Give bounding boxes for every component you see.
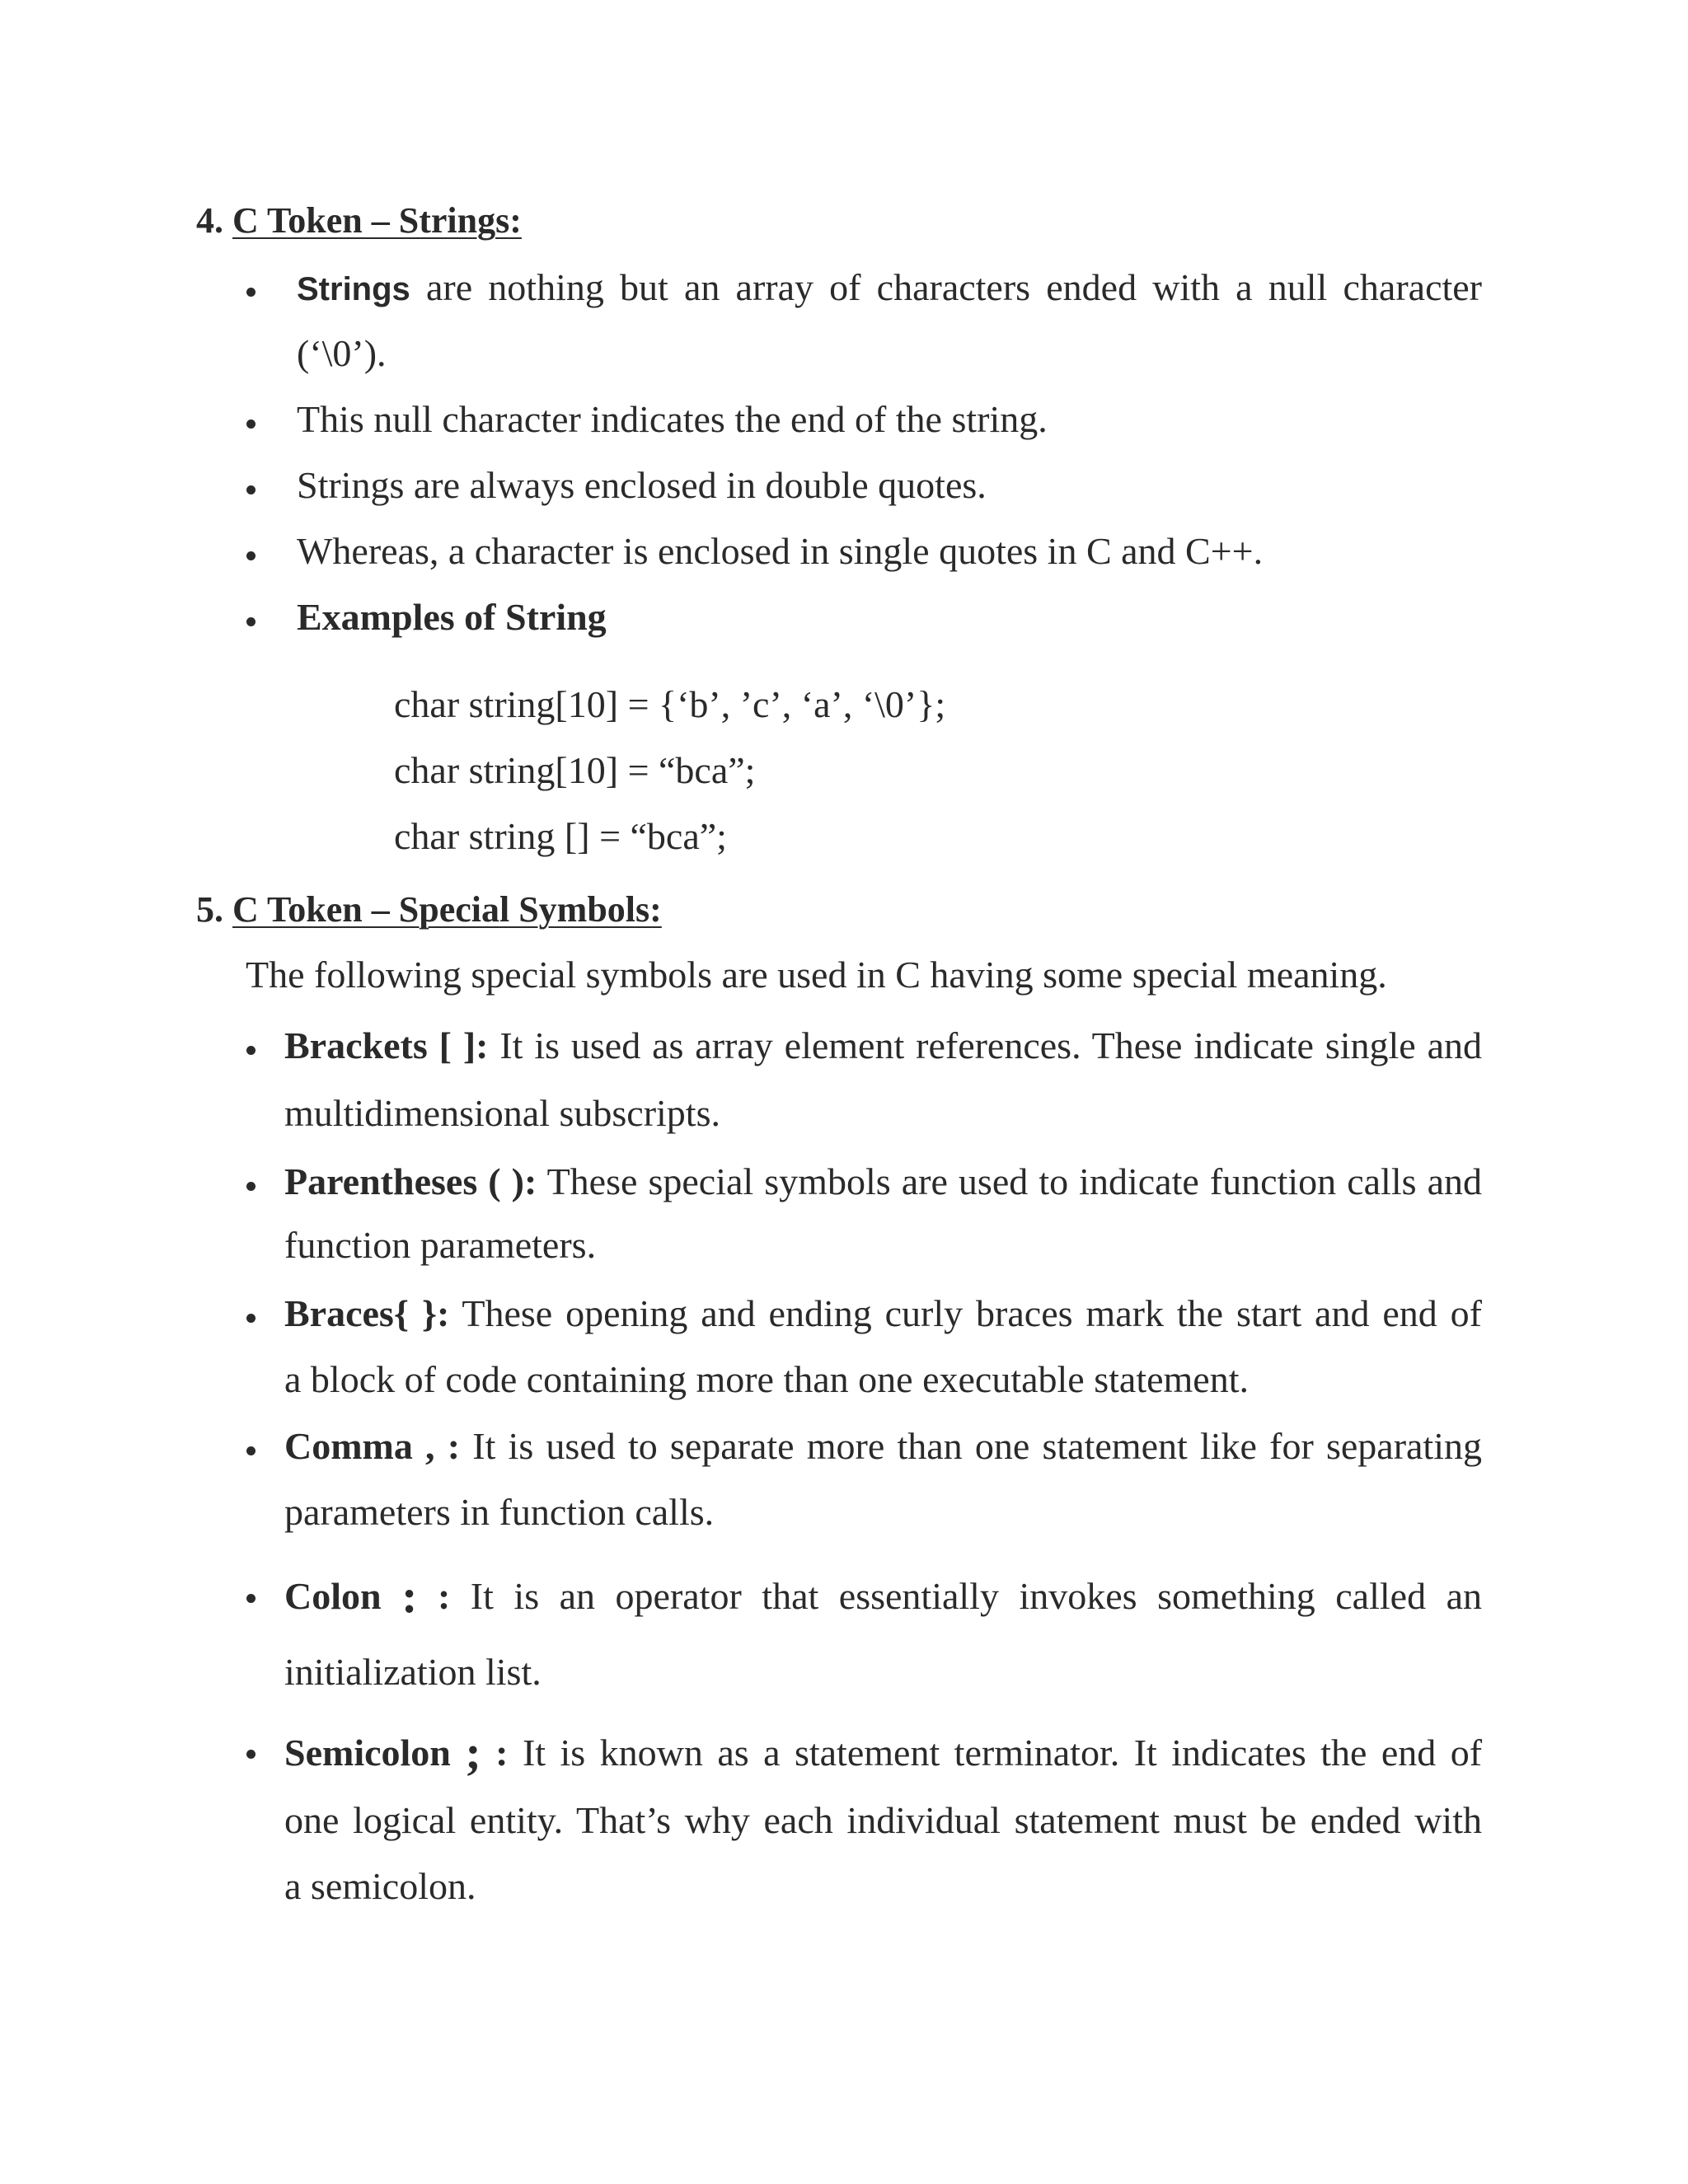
bullet-dot	[246, 485, 256, 494]
strings-bullet-1-cont: (‘\0’).	[297, 332, 387, 374]
colon-term: Colon	[284, 1575, 382, 1617]
brackets-item	[284, 1024, 1483, 1066]
bullet-dot	[246, 551, 256, 560]
parentheses-text: These special symbols are used to indicate function calls and	[546, 1160, 1482, 1202]
braces-term: Braces{ }:	[284, 1292, 450, 1334]
braces-text: These opening and ending curly braces mark the start and end of	[462, 1292, 1483, 1334]
bullet-dot	[246, 419, 256, 429]
strings-bullet-3: Strings are always enclosed in double quotes.	[297, 464, 987, 506]
brackets-item-cont: multidimensional subscripts.	[284, 1092, 720, 1134]
string-example-3: char string [] = “bca”;	[394, 815, 727, 857]
strings-term: Strings	[297, 271, 410, 307]
bullet-dot	[246, 617, 256, 626]
bullet-dot	[246, 1046, 256, 1055]
comma-text: It is used to separate more than one statement like for separating	[472, 1425, 1482, 1467]
special-symbols-intro: The following special symbols are used in C having some special meaning.	[246, 954, 1387, 996]
section-5-number: 5.	[196, 889, 223, 930]
strings-bullet-4: Whereas, a character is enclosed in single quotes in C and C++.	[297, 530, 1264, 572]
bullet-dot	[246, 1594, 256, 1603]
comma-item	[284, 1427, 1482, 1465]
braces-item-cont: a block of code containing more than one executable statement.	[284, 1358, 1249, 1400]
strings-definition: are nothing but an array of characters ended with a null character	[425, 266, 1482, 308]
section-4-number: 4.	[196, 200, 223, 241]
brackets-text: It is used as array element references. These indicate single and	[499, 1024, 1483, 1066]
semicolon-symbol: ;	[465, 1726, 481, 1779]
semicolon-separator: :	[495, 1732, 509, 1774]
section-4-title: C Token – Strings:	[232, 200, 522, 241]
colon-separator: :	[437, 1575, 451, 1617]
parentheses-item	[284, 1160, 1482, 1202]
semicolon-item-cont-1	[284, 1799, 1482, 1841]
semicolon-item-cont-2: a semicolon.	[284, 1865, 476, 1907]
strings-bullet-2: This null character indicates the end of the string.	[297, 398, 1048, 440]
colon-item-cont: initialization list.	[284, 1651, 542, 1693]
semicolon-cont-text: one logical entity. That’s why each individual statement must be ended with	[284, 1799, 1482, 1841]
braces-item	[284, 1292, 1483, 1334]
parentheses-item-cont: function parameters.	[284, 1224, 597, 1266]
comma-term: Comma , :	[284, 1425, 461, 1467]
brackets-term: Brackets [ ]:	[284, 1024, 489, 1066]
string-example-1: char string[10] = {‘b’, ’c’, ‘a’, ‘\0’};	[394, 683, 946, 725]
strings-bullet-5: Examples of String	[297, 596, 607, 638]
bullet-dot	[246, 1750, 256, 1759]
semicolon-item	[284, 1726, 1483, 1779]
comma-item-cont: parameters in function calls.	[284, 1491, 715, 1533]
strings-bullet-1	[297, 266, 1482, 308]
bullet-dot	[246, 288, 256, 297]
semicolon-text: It is known as a statement terminator. It indicates the end of	[522, 1732, 1483, 1774]
section-5-heading	[196, 889, 662, 930]
bullet-dot	[246, 1314, 256, 1323]
semicolon-term: Semicolon	[284, 1732, 451, 1774]
parentheses-term: Parentheses ( ):	[284, 1160, 537, 1202]
string-example-2: char string[10] = “bca”;	[394, 749, 756, 791]
colon-item	[284, 1569, 1483, 1623]
colon-text: It is an operator that essentially invokes something called an	[470, 1575, 1483, 1617]
section-5-title: C Token – Special Symbols:	[232, 889, 662, 930]
section-4-heading	[196, 200, 522, 241]
bullet-dot	[246, 1182, 256, 1191]
colon-symbol: :	[401, 1569, 418, 1623]
bullet-dot	[246, 1446, 256, 1455]
